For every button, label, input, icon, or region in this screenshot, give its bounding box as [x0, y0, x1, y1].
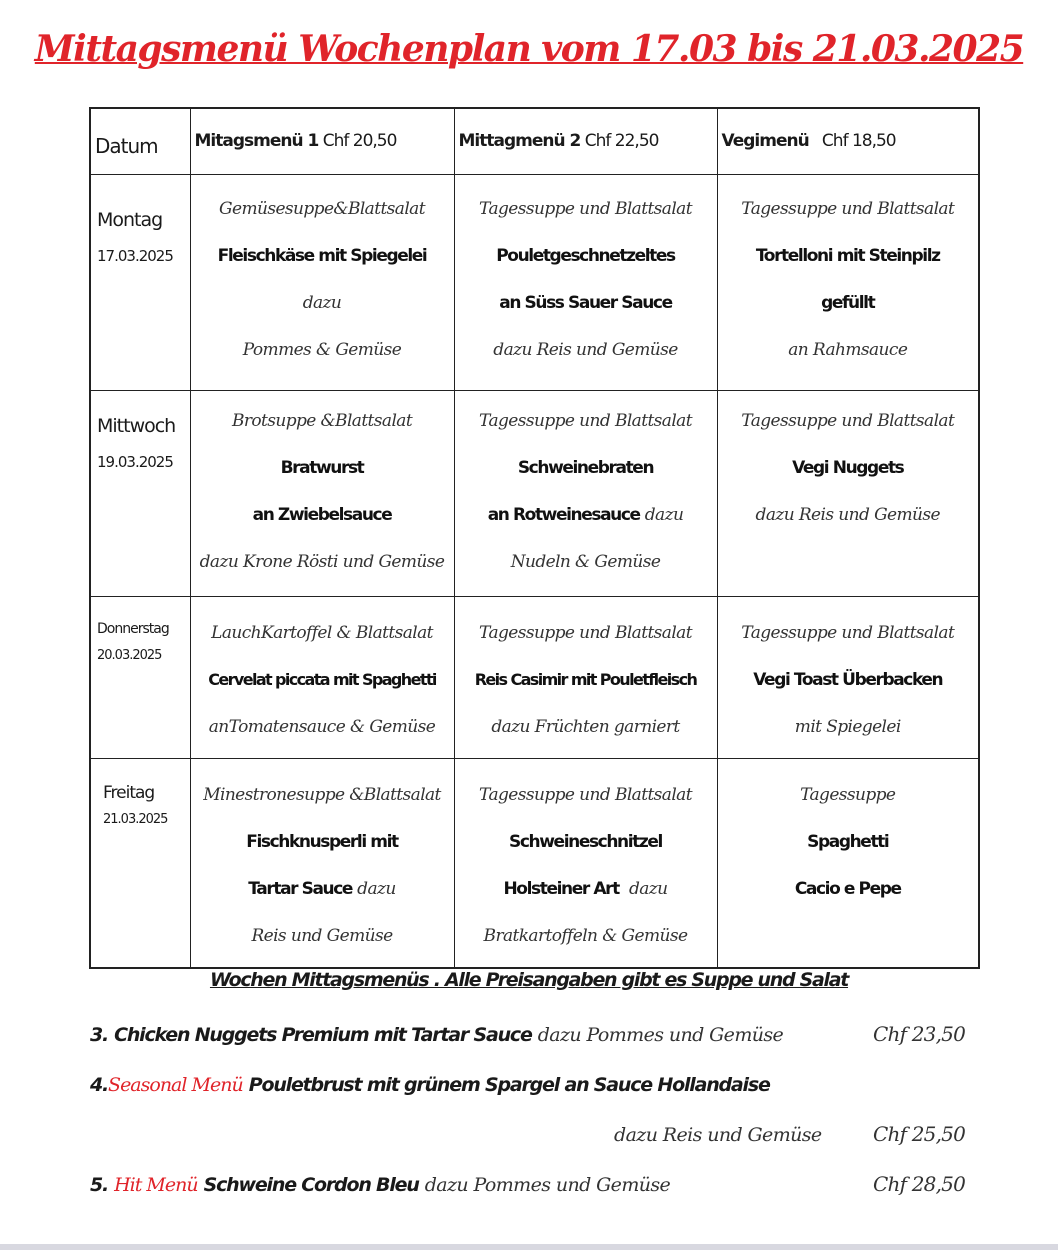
main-dish: an Süss Sauer Sauce [499, 292, 672, 313]
main-dish-line [455, 499, 717, 546]
side-text: Pommes & Gemüse [242, 339, 402, 360]
main-dish: Cacio e Pepe [794, 878, 901, 899]
header-menu2-price: Chf 22,50 [584, 131, 659, 152]
main-dish: Fleischkäse mit Spiegelei [217, 245, 427, 266]
menu1-cell [190, 390, 454, 596]
weekly-item-3 [90, 1024, 783, 1046]
side-text: dazu Reis und Gemüse [493, 339, 678, 360]
page-title: Mittagsmenü Wochenplan vom 17.03 bis 21.03.2025 [34, 28, 1024, 70]
day-date: 17.03.2025 [97, 246, 173, 265]
main-dish: gefüllt [821, 292, 875, 313]
main-dish: Vegi Toast Überbacken [753, 669, 943, 690]
header-menu1 [190, 108, 454, 174]
starter: LauchKartoffel & Blattsalat [211, 622, 433, 643]
main-dish: Holsteiner Art [503, 878, 619, 899]
menu1-cell [190, 758, 454, 968]
item-dish: Schweine Cordon Bleu [203, 1174, 419, 1196]
main-dish-line [191, 873, 454, 920]
main-dish: Spaghetti [807, 831, 889, 852]
weekly-heading: Wochen Mittagsmenüs . Alle Preisangaben gibt es Suppe und Salat [209, 969, 849, 991]
main-dish: Bratwurst [280, 457, 364, 478]
header-vegi-label: Vegimenü [721, 131, 809, 152]
starter: Tagessuppe und Blattsalat [741, 198, 955, 219]
weekly-item-4 [90, 1074, 770, 1096]
starter: Tagessuppe und Blattsalat [741, 622, 955, 643]
table-row [90, 174, 979, 390]
day-date: 21.03.2025 [103, 811, 168, 827]
side-text: mit Spiegelei [794, 716, 901, 737]
item-label: Hit Menü [114, 1174, 198, 1196]
main-dish-line [455, 873, 717, 920]
side-text: anTomatensauce & Gemüse [208, 716, 436, 737]
table-row [90, 390, 979, 596]
weekly-item-5 [90, 1174, 670, 1196]
main-dish: Fischknusperli mit [246, 831, 398, 852]
header-vegi [717, 108, 979, 174]
main-dish: Tartar Sauce [248, 878, 353, 899]
day-name: Montag [97, 208, 163, 231]
main-dish: Tortelloni mit Steinpilz [755, 245, 940, 266]
starter: Tagessuppe und Blattsalat [479, 198, 692, 219]
starter: Tagessuppe [800, 784, 896, 805]
item-dish: Chicken Nuggets Premium mit Tartar Sauce [114, 1024, 532, 1046]
vegi-cell [717, 174, 979, 390]
day-cell [90, 390, 190, 596]
menu2-cell [454, 758, 717, 968]
item-price: Chf 25,50 [873, 1122, 965, 1146]
side-text: Nudeln & Gemüse [510, 551, 661, 572]
table-row [90, 596, 979, 758]
day-name: Mittwoch [97, 414, 176, 437]
header-vegi-price: Chf 18,50 [821, 131, 896, 152]
side-text: dazu [302, 292, 342, 313]
header-menu2 [454, 108, 717, 174]
main-dish: an Zwiebelsauce [252, 504, 392, 525]
item-number: 3. [90, 1024, 109, 1046]
vegi-cell [717, 390, 979, 596]
main-dish: Reis Casimir mit Pouletfleisch [474, 669, 697, 689]
menu-table [89, 107, 980, 969]
day-cell [90, 596, 190, 758]
main-dish: an Rotweinesauce [487, 504, 640, 525]
main-dish: Schweineschnitzel [509, 831, 662, 852]
day-cell [90, 174, 190, 390]
starter: Minestronesuppe &Blattsalat [203, 784, 441, 805]
header-menu1-price: Chf 20,50 [322, 131, 397, 152]
day-name: Freitag [103, 782, 155, 803]
main-dish: Cervelat piccata mit Spaghetti [208, 669, 436, 689]
menu1-cell [190, 174, 454, 390]
header-menu1-label: Mitagsmenü 1 [194, 131, 319, 152]
side-text: Reis und Gemüse [251, 925, 393, 946]
item-label: Seasonal Menü [108, 1074, 243, 1096]
page-bottom-edge [0, 1244, 1058, 1250]
header-datum: Datum [90, 108, 190, 174]
menu2-cell [454, 174, 717, 390]
starter: Tagessuppe und Blattsalat [479, 410, 692, 431]
item-price: Chf 28,50 [873, 1172, 965, 1196]
item-side: dazu Pommes und Gemüse [537, 1024, 784, 1046]
side-text: dazu Früchten garniert [491, 716, 680, 737]
side-text: dazu [357, 878, 396, 899]
item-side: dazu Reis und Gemüse [614, 1124, 822, 1146]
main-dish: Vegi Nuggets [792, 457, 904, 478]
starter: Tagessuppe und Blattsalat [479, 784, 692, 805]
day-cell [90, 758, 190, 968]
vegi-cell [717, 596, 979, 758]
menu2-cell [454, 596, 717, 758]
item-number: 5. [90, 1174, 109, 1196]
day-date: 19.03.2025 [97, 452, 173, 471]
side-text: dazu [644, 504, 684, 525]
starter: Tagessuppe und Blattsalat [479, 622, 692, 643]
table-row [90, 758, 979, 968]
menu2-cell [454, 390, 717, 596]
item-price: Chf 23,50 [873, 1022, 965, 1046]
vegi-cell [717, 758, 979, 968]
side-text: Bratkartoffeln & Gemüse [483, 925, 688, 946]
main-dish: Schweinebraten [517, 457, 654, 478]
menu1-cell [190, 596, 454, 758]
item-dish: Pouletbrust mit grünem Spargel an Sauce Hollandaise [248, 1074, 770, 1096]
item-number: 4. [90, 1074, 109, 1096]
main-dish: Pouletgeschnetzeltes [496, 245, 675, 266]
side-text: dazu Reis und Gemüse [755, 504, 940, 525]
side-text: dazu [628, 878, 668, 899]
day-date: 20.03.2025 [97, 647, 162, 663]
starter: Brotsuppe &Blattsalat [231, 410, 413, 431]
side-text: an Rahmsauce [788, 339, 908, 360]
starter: Gemüsesuppe&Blattsalat [219, 198, 425, 219]
header-menu2-label: Mittagmenü 2 [458, 131, 581, 152]
starter: Tagessuppe und Blattsalat [741, 410, 955, 431]
item-side: dazu Pommes und Gemüse [424, 1174, 671, 1196]
side-text: dazu Krone Rösti und Gemüse [199, 551, 445, 572]
day-name: Donnerstag [97, 620, 169, 637]
table-header-row [90, 108, 979, 174]
